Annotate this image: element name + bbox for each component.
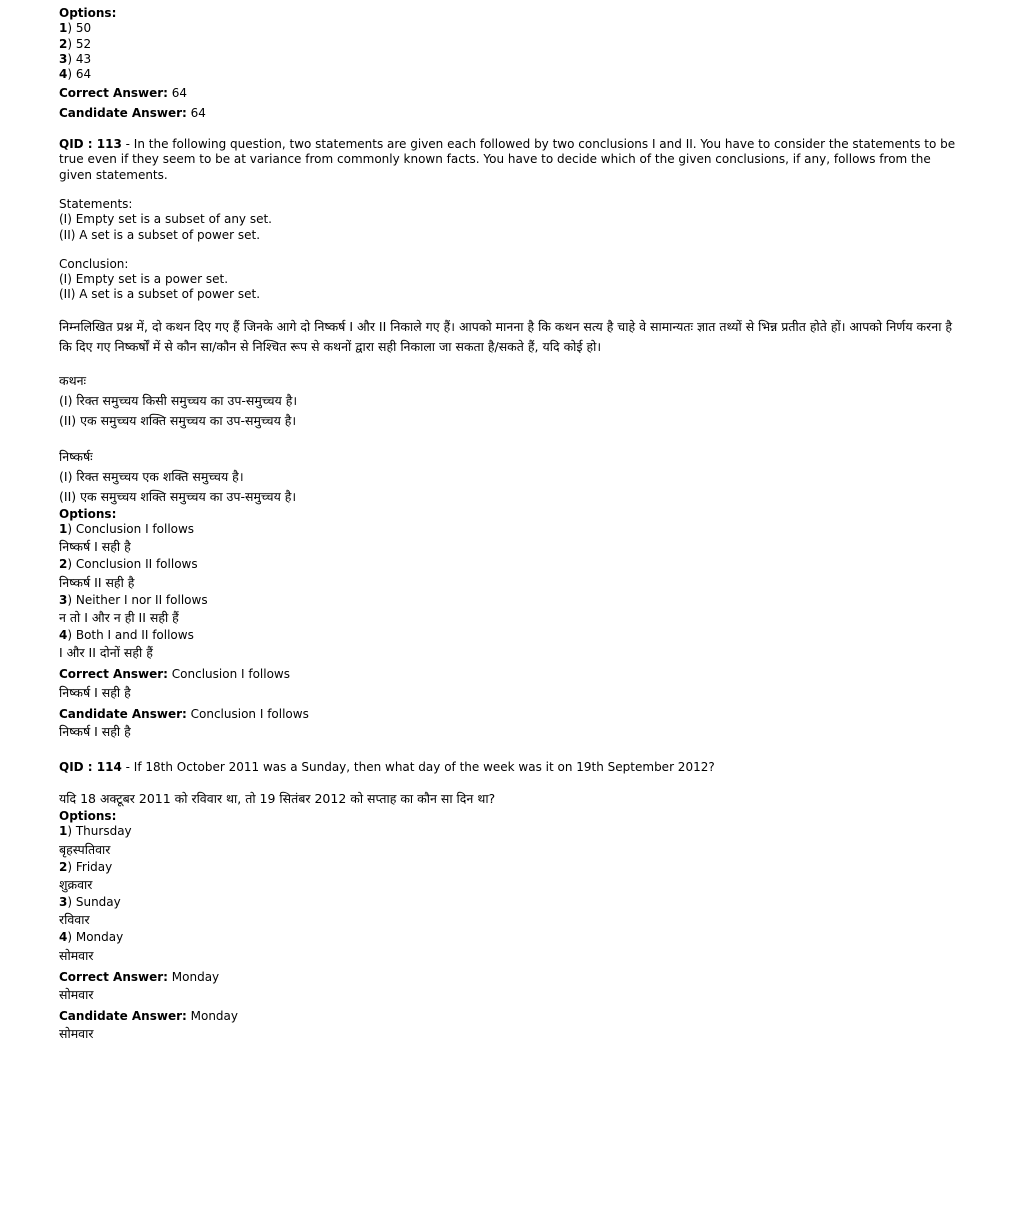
options-heading: Options: (59, 809, 117, 824)
option-item (59, 522, 959, 537)
option-text: ) Both I and II follows (67, 627, 194, 642)
option-number: 3 (59, 592, 68, 607)
option-hindi: न तो I और न ही II सही हैं (59, 609, 179, 625)
correct-answer (59, 970, 959, 985)
candidate-answer-hindi: सोमवार (59, 1026, 94, 1042)
option-number: 4 (59, 627, 68, 642)
correct-answer-value: 64 (167, 86, 188, 101)
question-113-block (59, 137, 959, 742)
question-text (59, 137, 959, 183)
document-page (59, 6, 959, 1044)
option-item (59, 860, 959, 875)
hindi-statements-heading: कथनः (59, 372, 87, 388)
conclusion-heading: Conclusion: (59, 256, 129, 271)
candidate-answer-hindi: निष्कर्ष I सही है (59, 723, 131, 739)
candidate-answer-label: Candidate Answer: (59, 105, 187, 120)
candidate-answer-value: Monday (186, 1008, 238, 1023)
qid-label (59, 760, 122, 774)
option-hindi: रविवार (59, 912, 90, 928)
option-item (59, 21, 959, 36)
option-hindi: निष्कर्ष I सही है (59, 539, 131, 555)
correct-answer-hindi: सोमवार (59, 986, 94, 1002)
candidate-answer (59, 1009, 959, 1024)
candidate-answer-value: 64 (186, 105, 206, 120)
question-112-block (59, 6, 959, 121)
hindi-question-text: निम्नलिखित प्रश्न में, दो कथन दिए गए हैं जिनके आगे दो निष्कर्ष I और II निकाले गए हैं। आपको मानना है कि कथन सत्य है चाहे वे सामान्यतः ज्ञात तथ्यों से भिन्न प्रतीत होते हों। आपको निर्णय करना है कि दिए गए निष्कर्षों में से कौन सा/कौन से निश्चित रूप से कथनों द्वारा सही निकाला जा सकता है/सकते हैं, यदि कोई हो। (59, 318, 953, 354)
option-text: ) Conclusion II follows (67, 557, 198, 572)
qid-prefix: QID : (59, 137, 97, 152)
option-number: 2 (59, 859, 68, 874)
correct-answer-hindi: निष्कर्ष I सही है (59, 684, 131, 700)
option-text: ) Neither I nor II follows (67, 592, 208, 607)
question-114-block (59, 760, 959, 1044)
correct-answer (59, 86, 959, 101)
option-item (59, 824, 959, 839)
option-text: ) 50 (67, 21, 92, 36)
correct-answer-value: Conclusion I follows (167, 667, 290, 682)
option-item (59, 930, 959, 945)
correct-answer-value: Monday (167, 969, 220, 984)
qid-label (59, 137, 122, 151)
option-item (59, 557, 959, 572)
conclusion-2: (II) A set is a subset of power set. (59, 287, 261, 302)
hindi-conclusion-2: (II) एक समुच्चय शक्ति समुच्चय का उप-समुच्चय है। (59, 488, 297, 504)
candidate-answer (59, 707, 959, 722)
option-item (59, 593, 959, 608)
option-hindi: शुक्रवार (59, 877, 93, 893)
statement-2: (II) A set is a subset of power set. (59, 227, 261, 242)
option-number: 4 (59, 930, 68, 945)
question-text (59, 760, 959, 775)
option-text: ) 43 (67, 51, 92, 66)
option-item (59, 628, 959, 643)
conclusion-1: (I) Empty set is a power set. (59, 272, 229, 287)
option-hindi: I और II दोनों सही हैं (59, 645, 153, 661)
option-number: 2 (59, 557, 68, 572)
correct-answer-label: Correct Answer: (59, 667, 168, 682)
candidate-answer (59, 106, 959, 121)
question-body: - If 18th October 2011 was a Sunday, then what day of the week was it on 19th September 2012? (121, 759, 715, 774)
qid-number: 113 (96, 137, 122, 152)
option-number: 1 (59, 21, 68, 36)
correct-answer-label: Correct Answer: (59, 86, 168, 101)
option-text: ) Conclusion I follows (67, 522, 195, 537)
statement-1: (I) Empty set is a subset of any set. (59, 212, 272, 227)
option-text: ) Friday (67, 859, 113, 874)
candidate-answer-value: Conclusion I follows (186, 706, 309, 721)
hindi-statement-1: (I) रिक्त समुच्चय किसी समुच्चय का उप-समुच्चय है। (59, 392, 298, 408)
question-body: - In the following question, two statements are given each followed by two conclusions I and II. You have to consider the statements to be true even if they seem to be at variance from commonly known facts. You have to decide which of the given conclusions, if any, follows from the given statements. (59, 137, 956, 182)
option-text: ) Monday (67, 930, 124, 945)
option-text: ) Sunday (67, 895, 121, 910)
option-item (59, 67, 959, 82)
option-hindi: बृहस्पतिवार (59, 841, 111, 857)
qid-prefix: QID : (59, 759, 97, 774)
statements-heading: Statements: (59, 196, 133, 211)
option-item (59, 37, 959, 52)
option-number: 4 (59, 67, 68, 82)
hindi-conclusion-heading: निष्कर्षः (59, 448, 93, 464)
option-hindi: सोमवार (59, 947, 94, 963)
option-number: 1 (59, 824, 68, 839)
option-text: ) 64 (67, 67, 92, 82)
option-item (59, 895, 959, 910)
options-heading: Options: (59, 506, 117, 521)
qid-number: 114 (96, 759, 122, 774)
hindi-statement-2: (II) एक समुच्चय शक्ति समुच्चय का उप-समुच्चय है। (59, 412, 297, 428)
candidate-answer-label: Candidate Answer: (59, 1008, 187, 1023)
option-text: ) 52 (67, 36, 92, 51)
option-number: 3 (59, 51, 68, 66)
option-number: 1 (59, 522, 68, 537)
option-text: ) Thursday (67, 824, 132, 839)
hindi-question-text: यदि 18 अक्टूबर 2011 को रविवार था, तो 19 सितंबर 2012 को सप्ताह का कौन सा दिन था? (59, 791, 496, 807)
option-hindi: निष्कर्ष II सही है (59, 574, 135, 590)
hindi-conclusion-1: (I) रिक्त समुच्चय एक शक्ति समुच्चय है। (59, 468, 244, 484)
correct-answer-label: Correct Answer: (59, 969, 168, 984)
candidate-answer-label: Candidate Answer: (59, 706, 187, 721)
option-number: 2 (59, 36, 68, 51)
option-item (59, 52, 959, 67)
correct-answer (59, 667, 959, 682)
options-heading: Options: (59, 6, 117, 20)
option-number: 3 (59, 895, 68, 910)
